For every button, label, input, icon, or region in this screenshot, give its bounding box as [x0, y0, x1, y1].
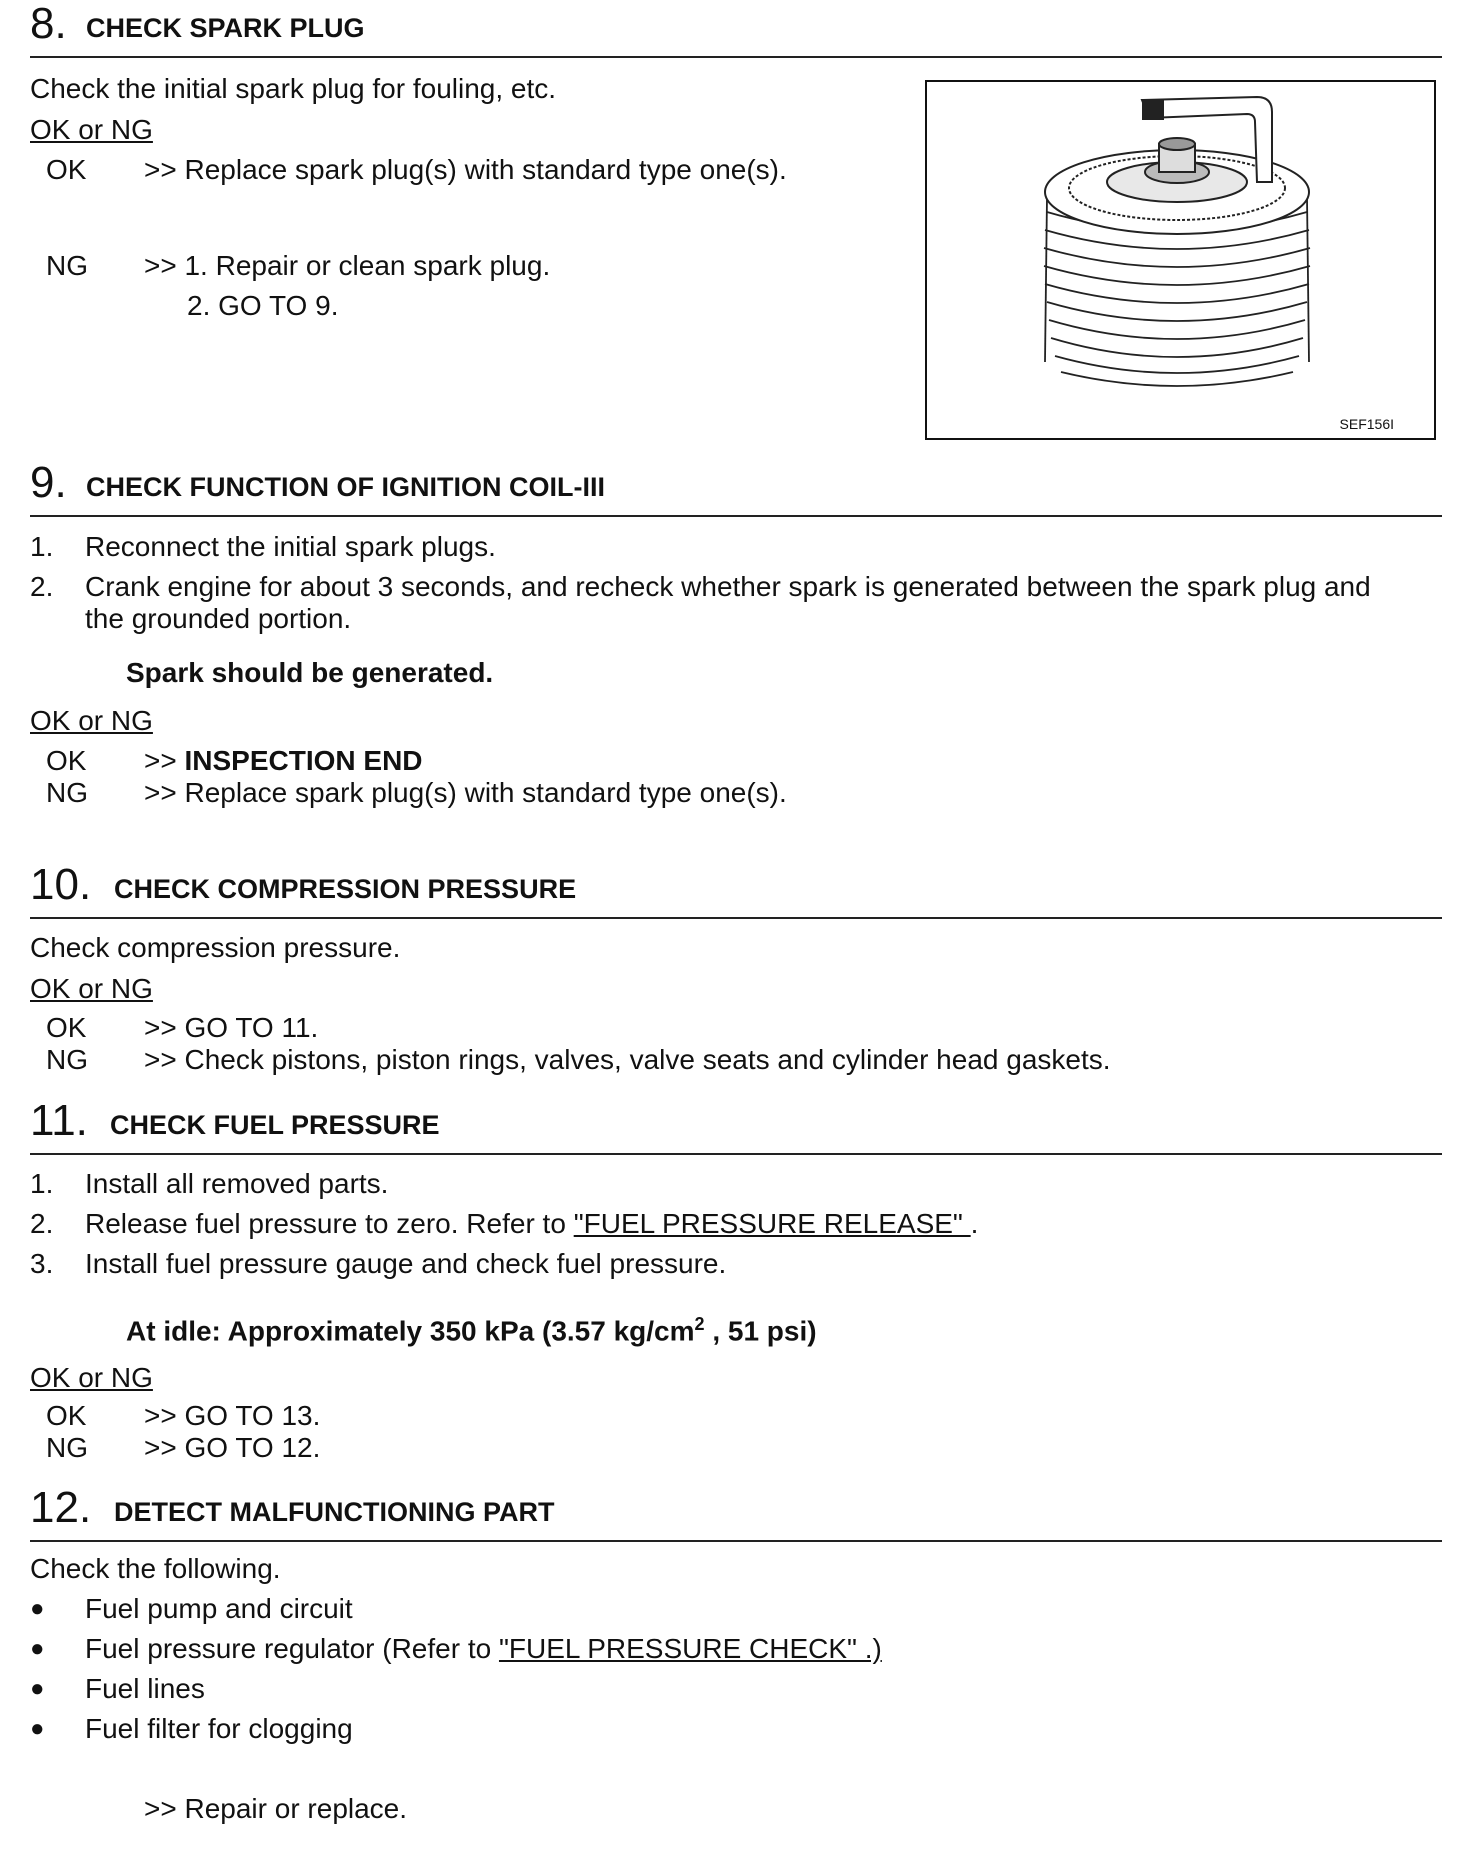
list-item: Fuel pump and circuit	[85, 1593, 353, 1624]
ok-or-ng-label: OK or NG	[30, 973, 153, 1004]
ng-action: >> Replace spark plug(s) with standard type one(s).	[144, 777, 787, 808]
list-item: Install all removed parts.	[85, 1168, 389, 1199]
list-item: Install fuel pressure gauge and check fuel pressure.	[85, 1248, 727, 1279]
ok-action: >> GO TO 13.	[144, 1400, 321, 1431]
ok-label: OK	[46, 1012, 87, 1043]
ng-label: NG	[46, 1432, 88, 1463]
ok-label: OK	[46, 745, 87, 776]
ok-or-ng-label: OK or NG	[30, 705, 153, 736]
step-title: CHECK SPARK PLUG	[86, 13, 365, 43]
step-number: 9.	[30, 458, 67, 507]
list-item: Fuel lines	[85, 1673, 205, 1704]
step-10-header	[30, 861, 1442, 919]
ok-action: >> Replace spark plug(s) with standard type one(s).	[144, 154, 787, 185]
step-title: CHECK COMPRESSION PRESSURE	[114, 874, 577, 904]
ng-label: NG	[46, 1044, 88, 1075]
spark-plug-figure	[925, 80, 1436, 440]
step-number: 11.	[30, 1096, 88, 1145]
step-8-header	[30, 0, 1442, 58]
bullet-icon: ●	[30, 1595, 45, 1622]
bullet-icon: ●	[30, 1675, 45, 1702]
ng-label: NG	[46, 777, 88, 808]
figure-code: SEF156I	[1339, 416, 1394, 432]
instruction: Check the following.	[30, 1553, 281, 1584]
step-title: CHECK FUNCTION OF IGNITION COIL-III	[86, 472, 605, 502]
list-item-number: 2.	[30, 1208, 54, 1239]
spark-plug-illustration	[927, 82, 1434, 438]
ng-label: NG	[46, 250, 88, 281]
specification: At idle: Approximately 350 kPa (3.57 $kg/cm^2$ , 51 psi)	[126, 1314, 817, 1347]
ok-action: >> INSPECTION END	[144, 745, 423, 776]
instruction: Check the initial spark plug for fouling, etc.	[30, 73, 557, 104]
step-number: 10.	[30, 860, 92, 909]
ok-or-ng-label: OK or NG	[30, 114, 153, 145]
step-title: CHECK FUEL PRESSURE	[110, 1110, 440, 1140]
list-item: Release fuel pressure to zero. Refer to "FUEL PRESSURE RELEASE" .	[85, 1208, 979, 1239]
list-item: Fuel pressure regulator (Refer to "FUEL PRESSURE CHECK" .)	[85, 1633, 882, 1664]
ok-label: OK	[46, 154, 87, 185]
step-title: DETECT MALFUNCTIONING PART	[114, 1497, 555, 1527]
list-item: Reconnect the initial spark plugs.	[85, 531, 496, 562]
step-11-header	[30, 1097, 1442, 1155]
ng-action: >> GO TO 12.	[144, 1432, 321, 1463]
step-number: 12.	[30, 1483, 92, 1532]
ok-or-ng-label: OK or NG	[30, 1362, 153, 1393]
instruction: Check compression pressure.	[30, 932, 401, 963]
step-9-header	[30, 459, 1442, 517]
ng-action: >> Check pistons, piston rings, valves, valve seats and cylinder head gaskets.	[144, 1044, 1111, 1075]
list-item-number: 2.	[30, 571, 54, 602]
ng-action: >> 1. Repair or clean spark plug.	[144, 250, 551, 281]
list-item-number: 3.	[30, 1248, 54, 1279]
list-item: Crank engine for about 3 seconds, and recheck whether spark is generated between the spark plug and	[85, 571, 1371, 602]
list-item: Fuel filter for clogging	[85, 1713, 353, 1744]
final-action: >> Repair or replace.	[144, 1793, 408, 1824]
step-number: 8.	[30, 0, 67, 48]
ok-action: >> GO TO 11.	[144, 1012, 319, 1043]
list-item-number: 1.	[30, 531, 54, 562]
ng-action-step: 2. GO TO 9.	[187, 290, 339, 321]
specification: Spark should be generated.	[126, 657, 494, 688]
fuel-pressure-release-link[interactable]: "FUEL PRESSURE RELEASE"	[573, 1208, 971, 1239]
bullet-icon: ●	[30, 1635, 45, 1662]
step-12-header	[30, 1484, 1442, 1542]
list-item-continued: the grounded portion.	[85, 603, 352, 634]
list-item-number: 1.	[30, 1168, 54, 1199]
ok-label: OK	[46, 1400, 87, 1431]
fuel-pressure-check-link[interactable]: "FUEL PRESSURE CHECK" .)	[498, 1633, 882, 1664]
bullet-icon: ●	[30, 1715, 45, 1742]
